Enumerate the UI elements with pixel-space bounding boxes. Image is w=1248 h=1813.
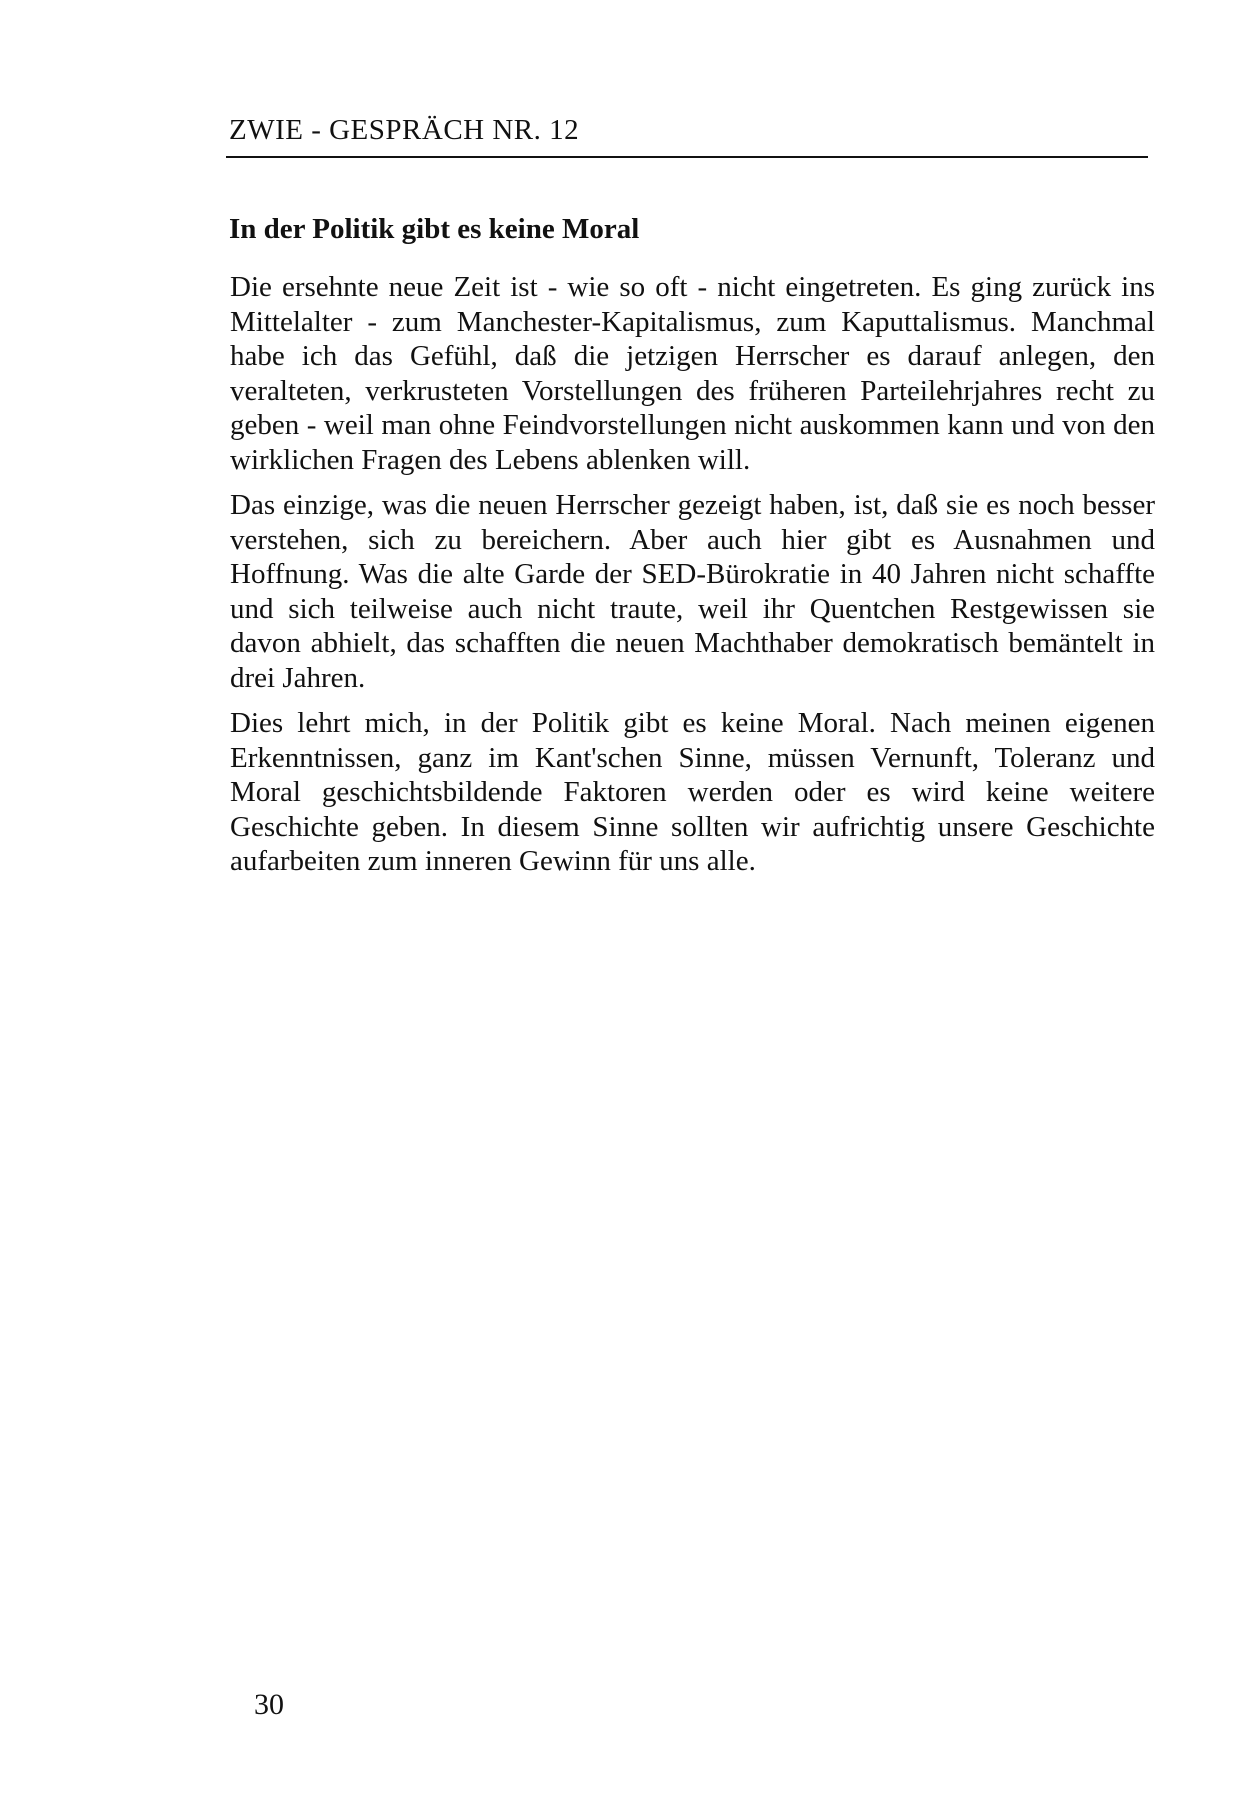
body-text — [230, 270, 1155, 890]
paragraph-3: Dies lehrt mich, in der Politik gibt es keine Moral. Nach meinen eigenen Erkenntnissen, ganz im Kant'schen Sinne, müssen Vernunft, Toleranz und Moral geschichtsbildende Faktoren werden oder es wird keine weitere Geschichte geben. In diesem Sinne sollten wir aufrichtig unsere Geschichte aufarbeiten zum inneren Gewinn für uns alle. — [230, 707, 1155, 877]
header-rule — [226, 156, 1148, 158]
page-number: 30 — [254, 1688, 284, 1721]
paragraph-1: Die ersehnte neue Zeit ist - wie so oft - nicht eingetreten. Es ging zurück ins Mittelalter - zum Manchester-Kapitalismus, zum Kaputtalismus. Manchmal habe ich das Gefühl, daß die jetzigen Herrscher es darauf anlegen, den veralteten, verkrusteten Vorstellungen des früheren Parteilehrjahres recht zu geben - weil man ohne Feindvorstellungen nicht auskommen kann und von den wirklichen Fragen des Lebens ablenken will. — [230, 271, 1155, 476]
running-header: ZWIE - GESPRÄCH NR. 12 — [229, 114, 580, 146]
section-title: In der Politik gibt es keine Moral — [229, 213, 640, 245]
paragraph-2: Das einzige, was die neuen Herrscher gezeigt haben, ist, daß sie es noch besser verstehen, sich zu bereichern. Aber auch hier gibt es Ausnahmen und Hoffnung. Was die alte Garde der SED-Bürokratie in 40 Jahren nicht schaffte und sich teilweise auch nicht traute, weil ihr Quentchen Restgewissen sie davon abhielt, das schafften die neuen Machthaber demokratisch bemäntelt in drei Jahren. — [230, 489, 1155, 694]
